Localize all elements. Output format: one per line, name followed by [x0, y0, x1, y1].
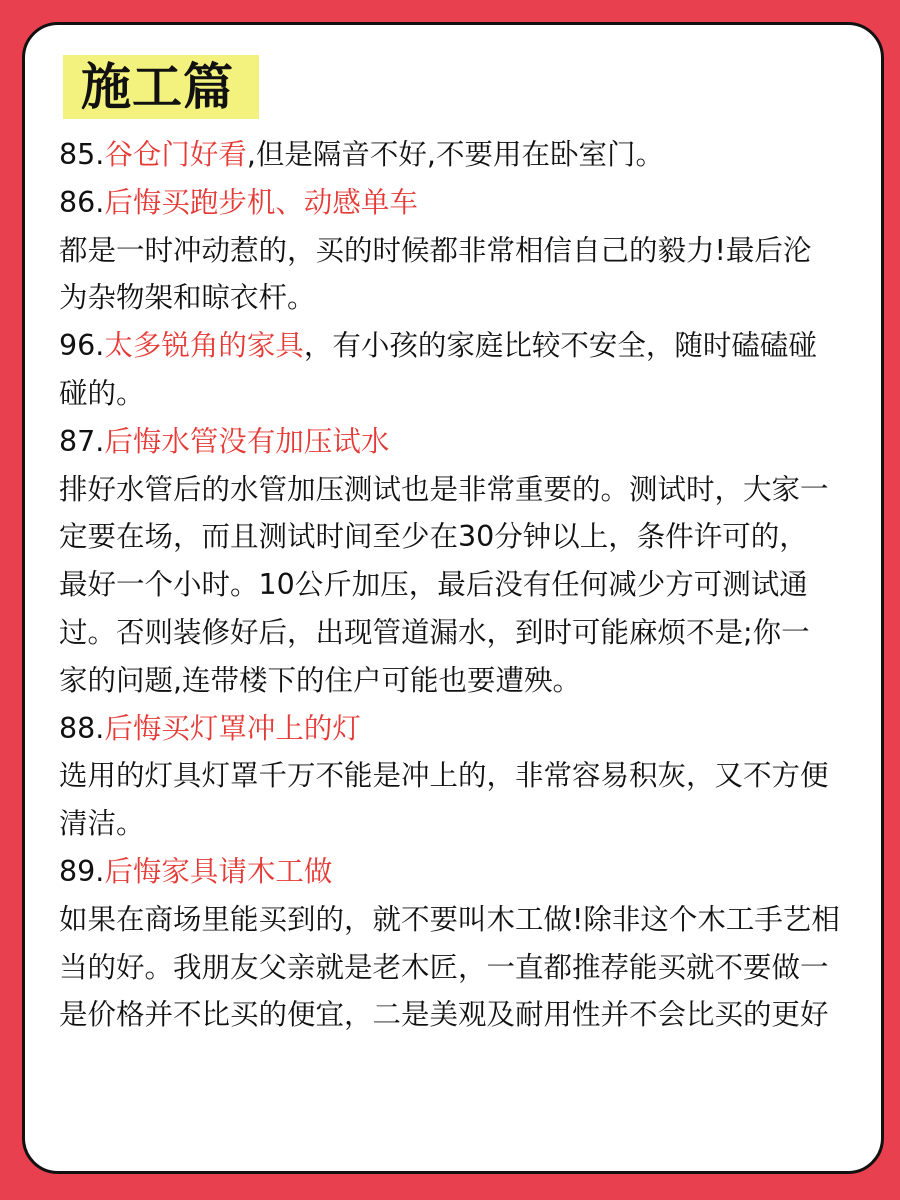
- item-number: 89.: [59, 854, 105, 888]
- item-heading: 后悔买跑步机、动感单车: [104, 185, 418, 219]
- body-text: 清洁。: [59, 807, 145, 841]
- text-line: [59, 561, 859, 609]
- text-line: [59, 896, 859, 944]
- item-heading: 后悔水管没有加压试水: [104, 424, 390, 458]
- item-number: 87.: [59, 424, 105, 458]
- text-line: [59, 944, 859, 992]
- item-number: 96.: [59, 329, 105, 363]
- body-text: ,但是隔音不好,不要用在卧室门。: [246, 138, 664, 171]
- text-line: [59, 609, 859, 657]
- body-text: ，有小孩的家庭比较不安全，随时磕磕碰: [303, 329, 817, 363]
- body-text: 过。否则装修好后，出现管道漏水，到时可能麻烦不是;你一: [59, 615, 810, 649]
- item-number: 85.: [59, 138, 105, 171]
- text-line: [59, 131, 859, 179]
- item-number: 86.: [59, 185, 105, 219]
- text-line: [59, 848, 859, 896]
- item-number: 88.: [59, 711, 105, 745]
- text-line: [59, 991, 859, 1039]
- text-line: [59, 466, 859, 514]
- text-line: [59, 513, 859, 561]
- body-text: 为杂物架和晾衣杆。: [59, 281, 316, 315]
- text-line: [59, 418, 859, 466]
- text-line: [59, 227, 859, 275]
- text-line: [59, 800, 859, 848]
- body-text: 排好水管后的水管加压测试也是非常重要的。测试时，大家一: [59, 472, 829, 506]
- body-text: 最好一个小时。10公斤加压，最后没有任何减少方可测试通: [59, 568, 808, 602]
- page-title: 施工篇: [81, 58, 234, 116]
- item-heading: 后悔家具请木工做: [104, 854, 333, 888]
- body-text: 如果在商场里能买到的，就不要叫木工做!除非这个木工手艺相: [59, 902, 840, 936]
- text-line: [59, 705, 859, 753]
- text-line: [59, 179, 859, 227]
- body-text: 定要在场，而且测试时间至少在30分钟以上，条件许可的，: [59, 520, 808, 554]
- body-text: 当的好。我朋友父亲就是老木匠，一直都推荐能买就不要做一: [59, 950, 829, 984]
- item-heading: 后悔买灯罩冲上的灯: [104, 711, 361, 745]
- text-line: [59, 657, 859, 705]
- text-line: [59, 322, 859, 370]
- text-line: [59, 274, 859, 322]
- body-text: 是价格并不比买的便宜，二是美观及耐用性并不会比买的更好: [59, 998, 829, 1032]
- text-line: [59, 370, 859, 418]
- article-body: [59, 131, 859, 1039]
- item-heading: 太多锐角的家具: [104, 329, 304, 363]
- body-text: 碰的。: [59, 376, 145, 410]
- body-text: 都是一时冲动惹的，买的时候都非常相信自己的毅力!最后沦: [59, 233, 812, 267]
- item-heading: 谷仓门好看: [104, 138, 247, 171]
- text-line: [59, 752, 859, 800]
- body-text: 家的问题,连带楼下的住户可能也要遭殃。: [59, 663, 582, 697]
- body-text: 选用的灯具灯罩千万不能是冲上的，非常容易积灰，又不方便: [59, 759, 829, 793]
- content-card: [22, 22, 884, 1174]
